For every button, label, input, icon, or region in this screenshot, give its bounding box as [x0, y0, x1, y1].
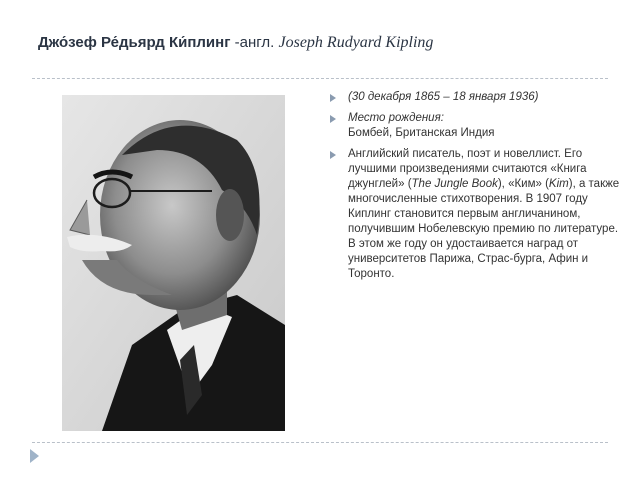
- triangle-bullet-icon: [330, 94, 336, 102]
- title-prefix: -англ.: [234, 34, 275, 51]
- portrait-photo: [62, 95, 285, 431]
- life-dates: (30 декабря 1865 – 18 января 1936): [348, 91, 539, 103]
- bottom-divider: [32, 442, 608, 443]
- bio-text-part1: Английский писатель, поэт и новеллист. Его лучшими произведениями считаются «Книга джунглей» (: [348, 148, 587, 190]
- list-item: [330, 111, 620, 141]
- triangle-bullet-icon: [330, 115, 336, 123]
- birthplace-label: Место рождения:: [348, 112, 444, 124]
- slide-title: [38, 34, 433, 52]
- bio-jungle-book-title: The Jungle Book: [411, 178, 498, 190]
- bio-kim-title: Kim: [548, 178, 569, 190]
- triangle-bullet-icon: [330, 151, 336, 159]
- bio-text-part2: ), «Ким» (: [497, 178, 549, 190]
- birthplace-value: Бомбей, Британская Индия: [348, 127, 495, 139]
- list-item: [330, 147, 620, 282]
- bio-text-part3: ), а также многочисленные стихотворения. В 1907 году Киплинг становится первым англичанином, получившим Нобелевскую премию по литературе. В этом же году он удостаивается наград от университетов Парижа, Страс-бурга, Афин и Торонто.: [348, 178, 620, 280]
- top-divider: [32, 78, 608, 79]
- title-name-en: Joseph Rudyard Kipling: [278, 34, 434, 51]
- list-item: [330, 90, 620, 105]
- info-bullet-list: [330, 90, 620, 288]
- nav-arrow-icon[interactable]: [30, 449, 39, 463]
- title-name-ru: Джо́зеф Ре́дьярд Ки́плинг: [38, 34, 231, 51]
